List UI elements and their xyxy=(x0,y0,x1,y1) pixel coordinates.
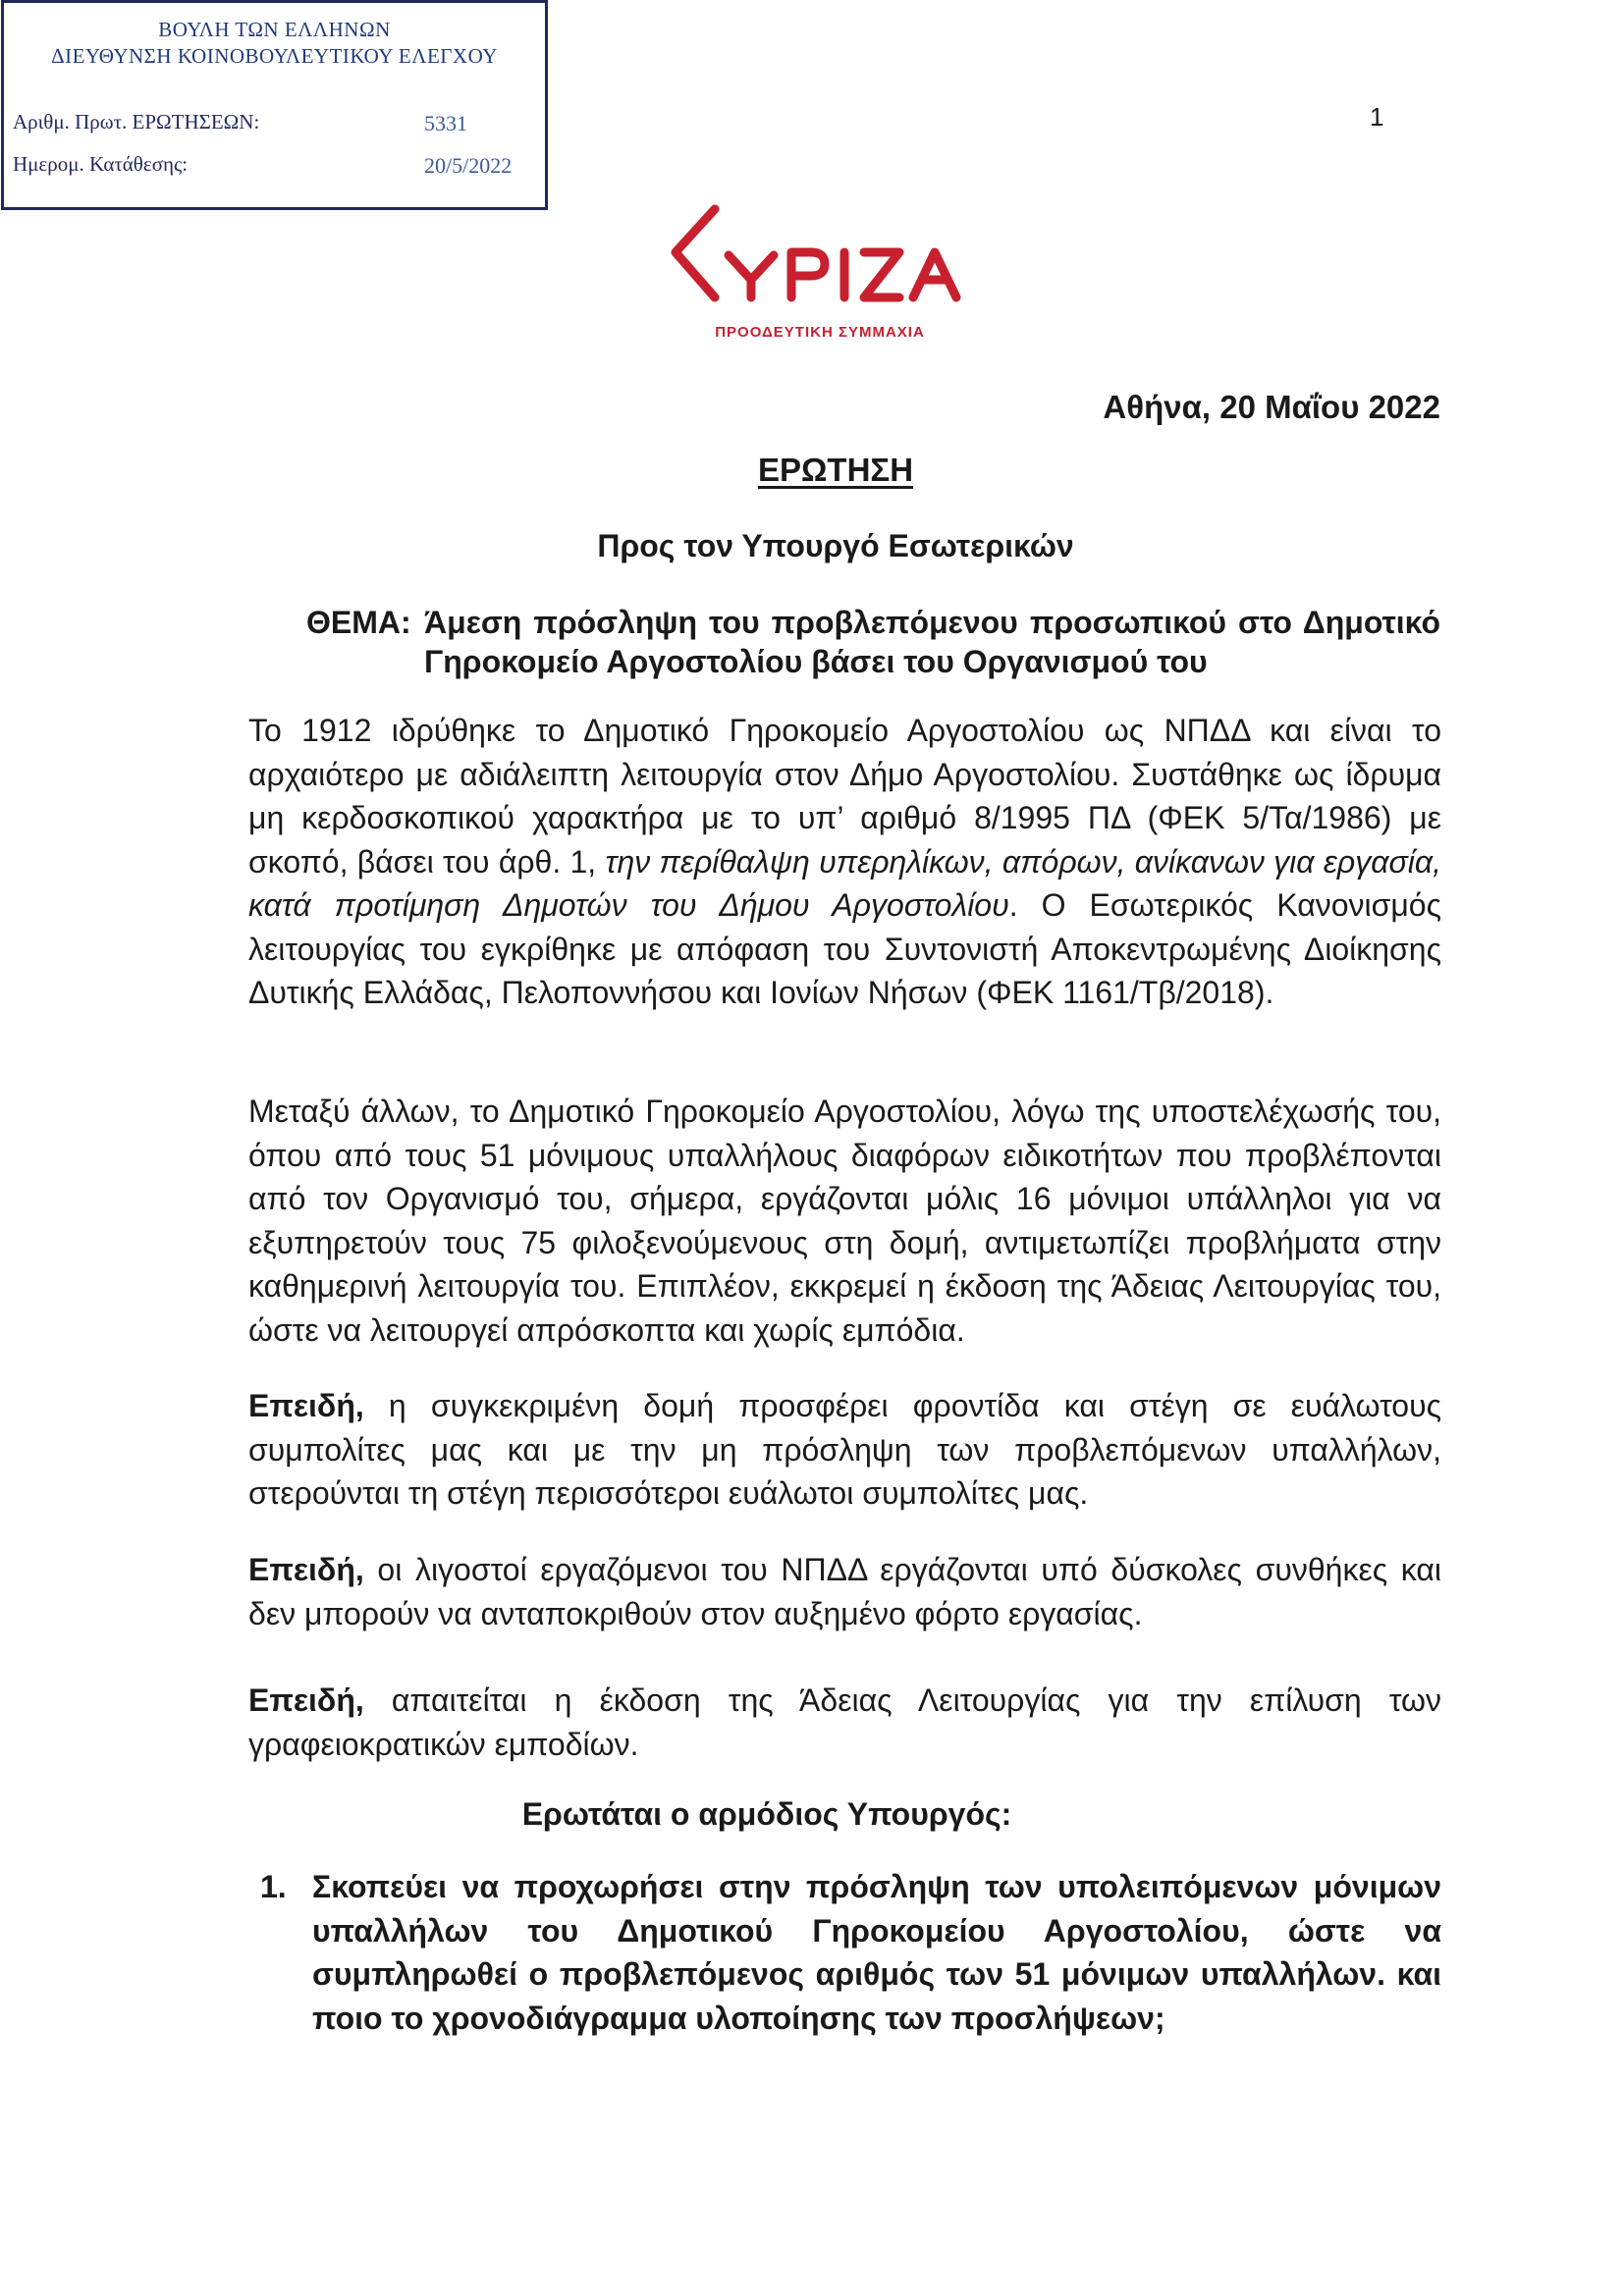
paragraph-whereas-3 xyxy=(248,1679,1441,1766)
stamp-protocol-label: Αριθμ. Πρωτ. ΕΡΩΤΗΣΕΩΝ: xyxy=(13,110,260,133)
paragraph-whereas-2 xyxy=(248,1548,1441,1635)
whereas-text-1: η συγκεκριμένη δομή προσφέρει φροντίδα και στέγη σε ευάλωτους συμπολίτες μας και με την μη πρόσληψη των προβλεπόμενων υπαλλήλων, στερούνται τη στέγη περισσότεροι ευάλωτοι συμπολίτες μας. xyxy=(248,1388,1441,1511)
whereas-lead-3: Επειδή, xyxy=(248,1682,364,1718)
paragraph-staffing: Μεταξύ άλλων, το Δημοτικό Γηροκομείο Αργοστολίου, λόγω της υποστελέχωσής του, όπου από τους 51 μόνιμους υπαλλήλους διαφόρων ειδικοτήτων που προβλέπονται από τον Οργανισμό του, σήμερα, εργάζονται μόλις 16 μόνιμοι υπάλληλοι για να εξυπηρετούν τους 75 φιλοξενούμενους στη δομή, αντιμετωπίζει προβλήματα στην καθημερινή λειτουργία του. Επιπλέον, εκκρεμεί η έκδοση της Άδειας Λειτουργίας του, ώστε να λειτουργεί απρόσκοπτα και χωρίς εμπόδια. xyxy=(248,1094,1441,1348)
registration-stamp xyxy=(1,0,548,210)
whereas-lead-2: Επειδή, xyxy=(248,1552,364,1587)
question-item xyxy=(260,1865,1441,2040)
whereas-lead-1: Επειδή, xyxy=(248,1388,364,1423)
logo-p-stroke xyxy=(791,252,825,297)
logo-tagline: ΠΡΟΟΔΕΥΤΙΚΗ ΣΥΜΜΑΧΙΑ xyxy=(715,324,925,341)
document-title: ΕΡΩΤΗΣΗ xyxy=(757,452,914,488)
subject-text: Άμεση πρόσληψη του προβλεπόμενου προσωπικού στο Δημοτικό Γηροκομείο Αργοστολίου βάσει του Οργανισμού του xyxy=(424,605,1440,679)
document-addressee: Προς τον Υπουργό Εσωτερικών xyxy=(597,528,1074,563)
stamp-protocol-value: 5331 xyxy=(424,111,467,135)
whereas-text-3: απαιτείται η έκδοση της Άδειας Λειτουργίας για την επίλυση των γραφειοκρατικών εμποδίων. xyxy=(248,1682,1441,1762)
whereas-text-2: οι λιγοστοί εργαζόμενοι του ΝΠΔΔ εργάζονται υπό δύσκολες συνθήκες και δεν μπορούν να ανταποκριθούν στον αυξημένο φόρτο εργασίας. xyxy=(248,1552,1441,1631)
stamp-date-label: Ημερομ. Κατάθεσης: xyxy=(13,152,189,176)
paragraph-history xyxy=(248,709,1441,1015)
stamp-org-line-1: ΒΟΥΛΗ ΤΩΝ ΕΛΛΗΝΩΝ xyxy=(158,18,391,41)
logo-a-stroke xyxy=(913,252,956,297)
subject-block xyxy=(306,603,1440,681)
paragraph-history-italic-quote: την περίθαλψη υπερηλίκων, απόρων, ανίκανων για εργασία, κατά προτίμηση Δημοτών του Δήμου Αργοστολίου xyxy=(248,843,1442,923)
logo-sigma-stroke xyxy=(676,209,715,297)
paragraph-whereas-1 xyxy=(248,1384,1441,1516)
subject-label: ΘΕΜΑ: xyxy=(306,605,411,640)
stamp-org-line-2: ΔΙΕΥΘΥΝΣΗ ΚΟΙΝΟΒΟΥΛΕΥΤΙΚΟΥ ΕΛΕΓΧΟΥ xyxy=(51,44,498,68)
question-text: Σκοπεύει να προχωρήσει στην πρόσληψη των υπολειπόμενων μόνιμων υπαλλήλων του Δημοτικού Γηροκομείου Αργοστολίου, ώστε να συμπληρωθεί ο προβλεπόμενος αριθμός των 51 μόνιμων υπαλλήλων. και ποιο το χρονοδιάγραμμα υλοποίησης των προσλήψεων; xyxy=(312,1869,1441,2036)
document-date: Αθήνα, 20 Μαΐου 2022 xyxy=(1103,389,1440,425)
question-number: 1. xyxy=(260,1869,287,1904)
stamp-date-value: 20/5/2022 xyxy=(424,153,513,178)
page-number: 1 xyxy=(1370,102,1384,132)
logo-z-stroke xyxy=(864,252,899,297)
party-logo xyxy=(668,201,972,348)
paragraph-history-start: Το 1912 ιδρύθηκε το Δημοτικό Γηροκομείο Αργοστολίου ως ΝΠΔΔ και είναι το αρχαιότερο με αδιάλειπτη λειτουργία στον Δήμο Αργοστολίου. Συστάθηκε ως ίδρυμα μη κερδοσκοπικού χαρακτήρα με το υπ’ αριθμό 8/1995 ΠΔ (ΦΕΚ 5/Τα/1986) με σκοπό, βάσει του άρθ. 1, xyxy=(248,713,1441,880)
questions-heading: Ερωτάται ο αρμόδιος Υπουργός: xyxy=(521,1796,1012,1832)
paragraph-history-end: . Ο Εσωτερικός Κανονισμός λειτουργίας του εγκρίθηκε με απόφαση του Συντονιστή Αποκεντρωμένης Διοίκησης Δυτικής Ελλάδας, Πελοποννήσου και Ιονίων Νήσων (ΦΕΚ 1161/Τβ/2018). xyxy=(248,887,1442,1010)
